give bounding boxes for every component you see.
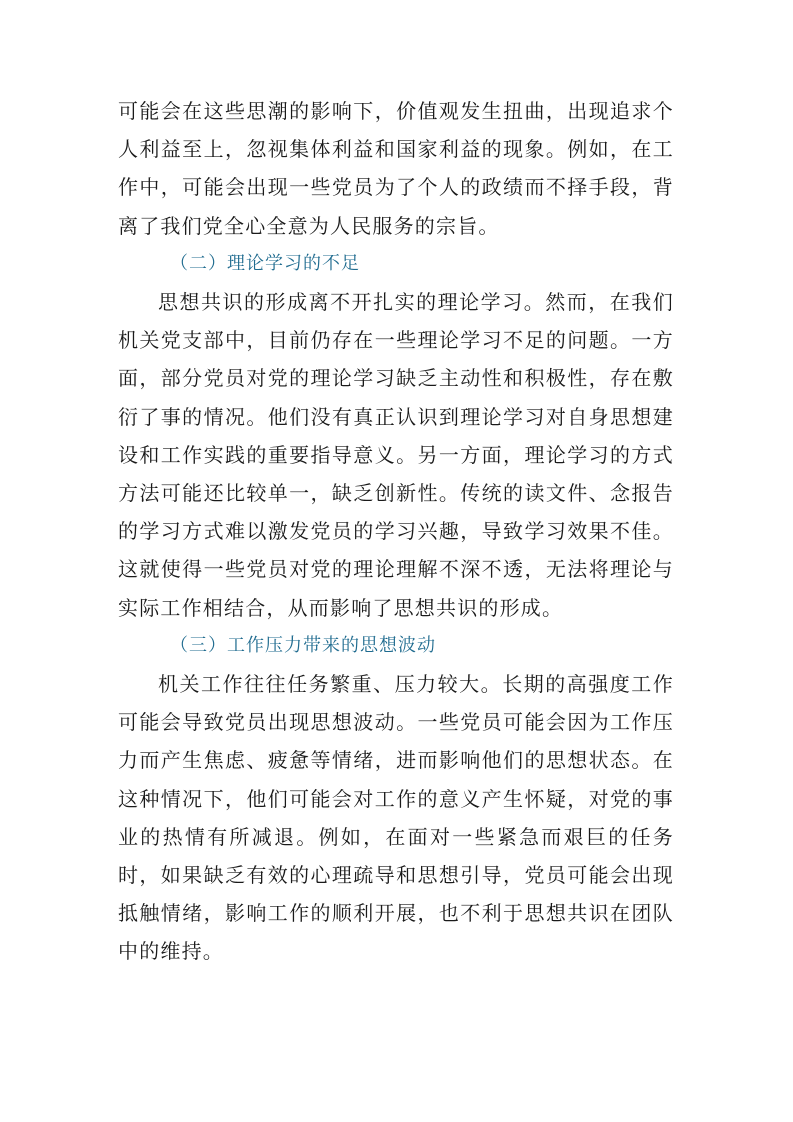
paragraph-continuation: 可能会在这些思潮的影响下，价值观发生扭曲，出现追求个人利益至上，忽视集体利益和国家利益的现象。例如，在工作中，可能会出现一些党员为了个人的政绩而不择手段，背离了我们党全心全意为人民服务的宗旨。 (118, 99, 674, 238)
paragraph-theory-study: 思想共识的形成离不开扎实的理论学习。然而，在我们机关党支部中，目前仍存在一些理论学习不足的问题。一方面，部分党员对党的理论学习缺乏主动性和积极性，存在敷衍了事的情况。他们没有真正认识到理论学习对自身思想建设和工作实践的重要指导意义。另一方面，理论学习的方式方法可能还比较单一，缺乏创新性。传统的读文件、念报告的学习方式难以激发党员的学习兴趣，导致学习效果不佳。这就使得一些党员对党的理论理解不深不透，无法将理论与实际工作相结合，从而影响了思想共识的形成。 (118, 290, 674, 620)
section-heading-theory-study: （二）理论学习的不足 (170, 252, 360, 274)
section-heading-work-pressure: （三）工作压力带来的思想波动 (170, 634, 436, 656)
paragraph-work-pressure: 机关工作往往任务繁重、压力较大。长期的高强度工作可能会导致党员出现思想波动。一些党员可能会因为工作压力而产生焦虑、疲惫等情绪，进而影响他们的思想状态。在这种情况下，他们可能会对工作的意义产生怀疑，对党的事业的热情有所减退。例如，在面对一些紧急而艰巨的任务时，如果缺乏有效的心理疏导和思想引导，党员可能会出现抵触情绪，影响工作的顺利开展，也不利于思想共识在团队中的维持。 (118, 672, 674, 964)
document-body (118, 92, 674, 971)
